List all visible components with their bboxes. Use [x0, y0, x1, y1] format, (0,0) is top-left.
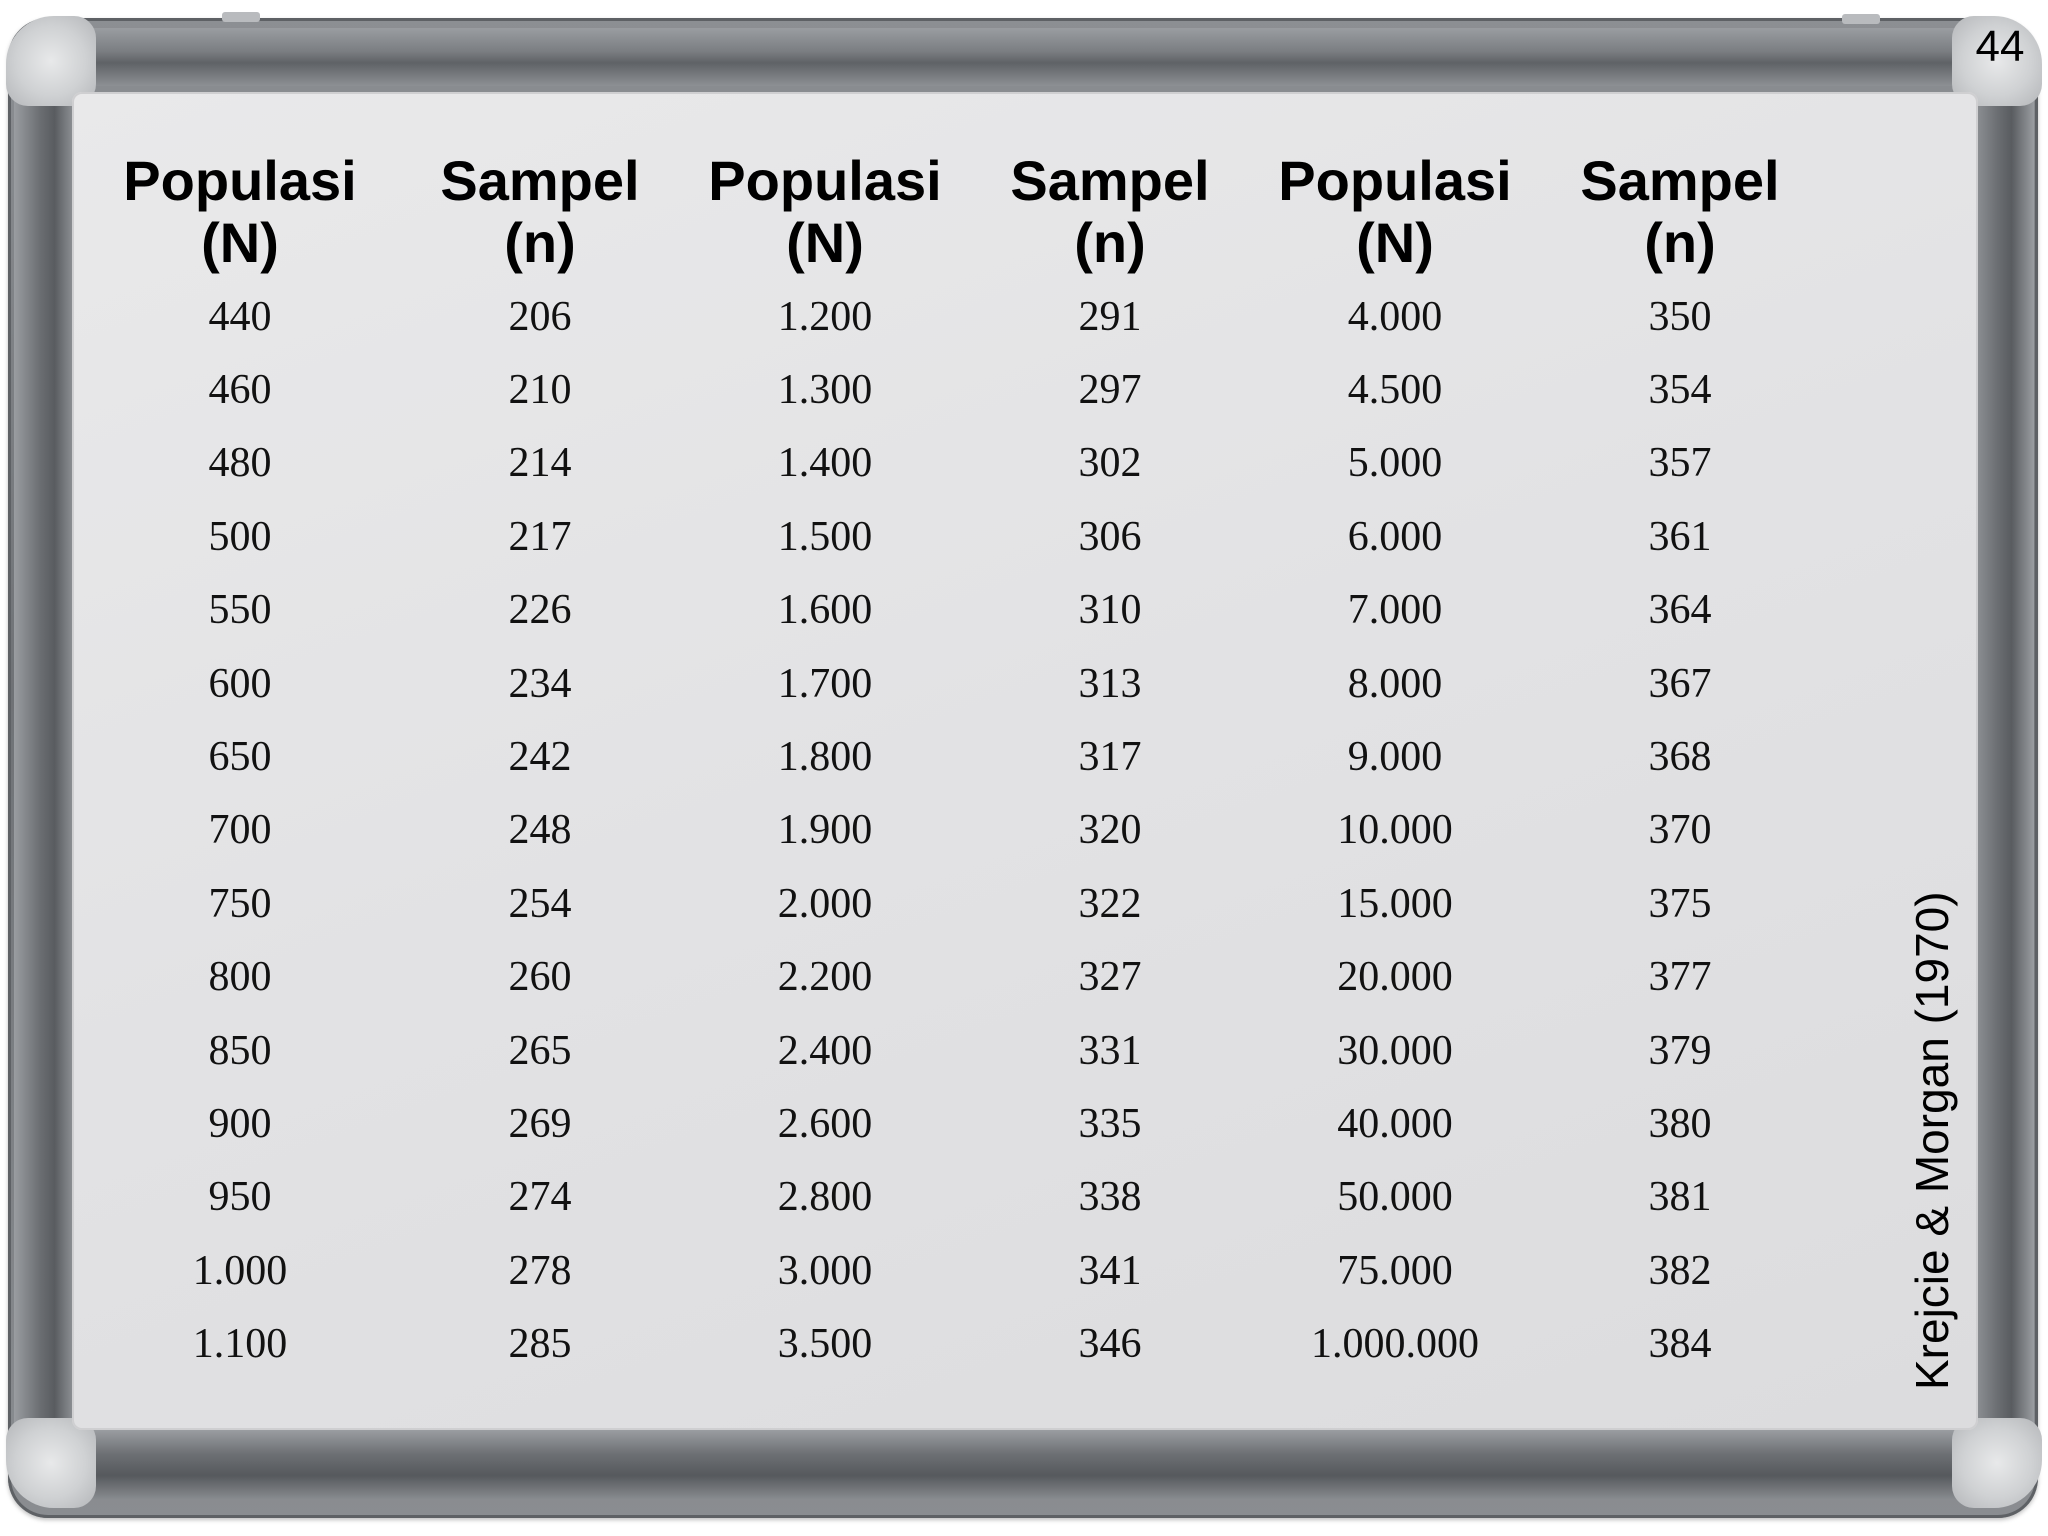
table-cell: 2.200 [777, 954, 873, 1001]
table-header-cell [1245, 150, 1545, 274]
table-cell: 1.500 [777, 513, 873, 560]
table-cell: 10.000 [1337, 807, 1453, 854]
table-cell: 210 [508, 367, 572, 414]
table-cell: 4.500 [1347, 367, 1443, 414]
frame-rail-bottom [60, 1430, 1990, 1500]
table-cell: 1.400 [777, 440, 873, 487]
table-cell: 357 [1648, 440, 1712, 487]
table-row [75, 574, 1730, 647]
table-cell: 375 [1648, 880, 1712, 927]
table-cell: 1.300 [777, 367, 873, 414]
table-cell: 265 [508, 1027, 572, 1074]
source-credit: Krejcie & Morgan (1970) [1906, 891, 1958, 1390]
table-cell: 440 [208, 293, 272, 340]
table-row [75, 353, 1730, 426]
table-cell: 367 [1648, 660, 1712, 707]
table-cell: 274 [508, 1174, 572, 1221]
table-header-cell [1545, 150, 1815, 274]
frame-rail-left [14, 90, 72, 1430]
table-cell: 1.100 [192, 1321, 288, 1368]
table-cell: 7.000 [1347, 587, 1443, 634]
table-cell: 750 [208, 880, 272, 927]
table-cell: 1.800 [777, 734, 873, 781]
table-cell: 1.200 [777, 293, 873, 340]
header-label: Sampel [1010, 149, 1210, 212]
table-cell: 310 [1078, 587, 1142, 634]
table-cell: 1.000 [192, 1247, 288, 1294]
table-cell: 320 [1078, 807, 1142, 854]
table-cell: 248 [508, 807, 572, 854]
table-row [75, 941, 1730, 1014]
table-row [75, 647, 1730, 720]
table-cell: 297 [1078, 367, 1142, 414]
table-cell: 382 [1648, 1247, 1712, 1294]
table-row [75, 794, 1730, 867]
frame-clip-left [222, 12, 260, 22]
table-cell: 384 [1648, 1321, 1712, 1368]
table-cell: 6.000 [1347, 513, 1443, 560]
header-symbol: (n) [1074, 211, 1146, 274]
table-cell: 327 [1078, 954, 1142, 1001]
table-row [75, 1234, 1730, 1307]
table-cell: 254 [508, 880, 572, 927]
table-cell: 377 [1648, 954, 1712, 1001]
table-cell: 900 [208, 1100, 272, 1147]
table-cell: 335 [1078, 1100, 1142, 1147]
table-cell: 1.600 [777, 587, 873, 634]
frame-clip-right [1842, 14, 1880, 24]
table-cell: 850 [208, 1027, 272, 1074]
table-row [75, 720, 1730, 793]
table-cell: 2.000 [777, 880, 873, 927]
table-cell: 480 [208, 440, 272, 487]
header-symbol: (N) [201, 211, 279, 274]
table-cell: 4.000 [1347, 293, 1443, 340]
table-cell: 2.400 [777, 1027, 873, 1074]
table-row [75, 867, 1730, 940]
table-cell: 3.000 [777, 1247, 873, 1294]
table-cell: 354 [1648, 367, 1712, 414]
header-label: Sampel [440, 149, 640, 212]
table-body [130, 280, 1730, 1381]
table-header-cell [675, 150, 975, 274]
table-cell: 317 [1078, 734, 1142, 781]
table-row [75, 1014, 1730, 1087]
table-cell: 9.000 [1347, 734, 1443, 781]
table-cell: 75.000 [1337, 1247, 1453, 1294]
table-cell: 379 [1648, 1027, 1712, 1074]
table-cell: 364 [1648, 587, 1712, 634]
table-cell: 700 [208, 807, 272, 854]
table-cell: 331 [1078, 1027, 1142, 1074]
table-cell: 350 [1648, 293, 1712, 340]
table-cell: 40.000 [1337, 1100, 1453, 1147]
table-cell: 15.000 [1337, 880, 1453, 927]
table-row [75, 427, 1730, 500]
table-cell: 5.000 [1347, 440, 1443, 487]
table-cell: 206 [508, 293, 572, 340]
table-cell: 381 [1648, 1174, 1712, 1221]
table-row [75, 1307, 1730, 1380]
table-cell: 2.600 [777, 1100, 873, 1147]
table-cell: 234 [508, 660, 572, 707]
table-cell: 313 [1078, 660, 1142, 707]
table-row [75, 1087, 1730, 1160]
table-cell: 1.900 [777, 807, 873, 854]
header-label: Populasi [708, 149, 942, 212]
sample-size-table [123, 149, 1780, 1381]
table-cell: 278 [508, 1247, 572, 1294]
table-cell: 8.000 [1347, 660, 1443, 707]
table-cell: 338 [1078, 1174, 1142, 1221]
table-header-cell [975, 150, 1245, 274]
table-cell: 291 [1078, 293, 1142, 340]
table-header-cell [405, 150, 675, 274]
table-cell: 214 [508, 440, 572, 487]
frame-rail-top [60, 28, 1990, 86]
table-cell: 1.700 [777, 660, 873, 707]
table-cell: 322 [1078, 880, 1142, 927]
table-cell: 361 [1648, 513, 1712, 560]
table-cell: 341 [1078, 1247, 1142, 1294]
table-cell: 260 [508, 954, 572, 1001]
table-cell: 346 [1078, 1321, 1142, 1368]
table-cell: 950 [208, 1174, 272, 1221]
table-cell: 370 [1648, 807, 1712, 854]
header-symbol: (n) [1644, 211, 1716, 274]
table-cell: 550 [208, 587, 272, 634]
table-cell: 30.000 [1337, 1027, 1453, 1074]
table-header-row [75, 149, 1780, 274]
table-cell: 50.000 [1337, 1174, 1453, 1221]
header-symbol: (N) [1356, 211, 1434, 274]
table-cell: 460 [208, 367, 272, 414]
table-cell: 368 [1648, 734, 1712, 781]
header-label: Populasi [1278, 149, 1512, 212]
page-number: 44 [1975, 22, 2025, 71]
frame-rail-right [1978, 90, 2034, 1430]
table-row [75, 500, 1730, 573]
table-cell: 800 [208, 954, 272, 1001]
table-cell: 380 [1648, 1100, 1712, 1147]
table-header-cell [75, 150, 405, 274]
table-cell: 600 [208, 660, 272, 707]
header-label: Sampel [1580, 149, 1780, 212]
table-row [75, 1161, 1730, 1234]
table-cell: 650 [208, 734, 272, 781]
table-cell: 242 [508, 734, 572, 781]
table-cell: 285 [508, 1321, 572, 1368]
table-cell: 226 [508, 587, 572, 634]
table-cell: 217 [508, 513, 572, 560]
table-cell: 302 [1078, 440, 1142, 487]
table-cell: 269 [508, 1100, 572, 1147]
header-label: Populasi [123, 149, 357, 212]
table-cell: 1.000.000 [1311, 1321, 1479, 1368]
header-symbol: (n) [504, 211, 576, 274]
table-cell: 20.000 [1337, 954, 1453, 1001]
table-row [75, 280, 1730, 353]
table-cell: 2.800 [777, 1174, 873, 1221]
table-cell: 306 [1078, 513, 1142, 560]
table-cell: 3.500 [777, 1321, 873, 1368]
header-symbol: (N) [786, 211, 864, 274]
table-cell: 500 [208, 513, 272, 560]
